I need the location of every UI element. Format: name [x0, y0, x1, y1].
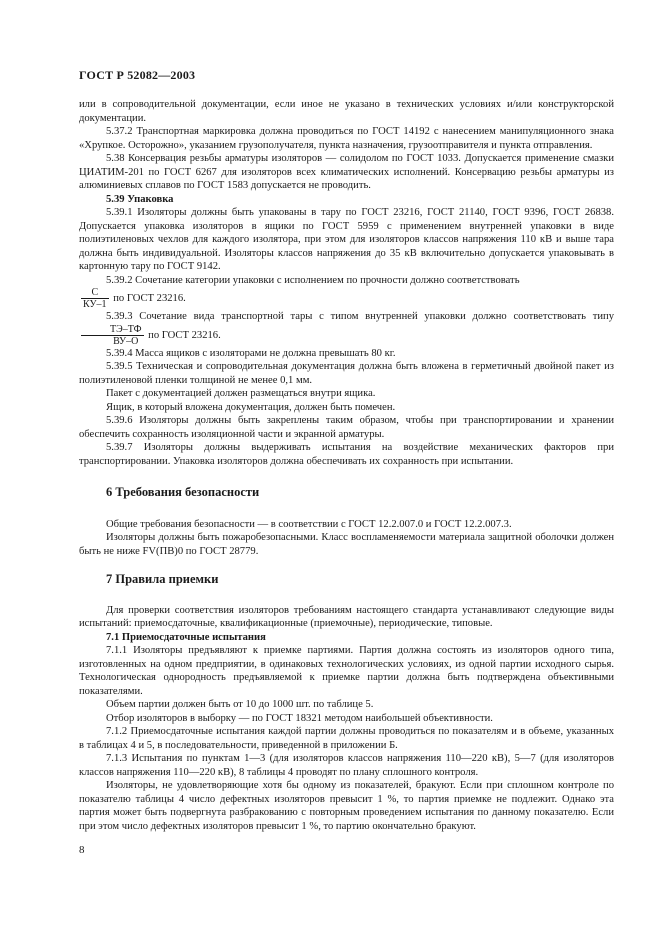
- fraction-c-ku1: [81, 287, 109, 310]
- fraction-tail: по ГОСТ 23216.: [148, 329, 221, 341]
- document-body: [79, 98, 614, 833]
- paragraph-7-1-2: 7.1.2 Приемосдаточные испытания каждой партии должны проводиться по показателям и в объеме, указанных в таблицах 4 и 5, в последовательности, приведенной в приложении Б.: [79, 726, 614, 751]
- fraction-denominator: КУ–1: [83, 299, 107, 310]
- paragraph-7-1-1: 7.1.1 Изоляторы предъявляют к приемке партиями. Партия должна состоять из изоляторов одного типа, изготовленных на одном предприятии, в одинаковых технологических условиях, из одной партии исходного сырья. Технологическая однородность предъявляемой к приемке партии должна быть подтверждена объективными показателями.: [79, 645, 614, 697]
- fraction-denominator: ВУ–О: [113, 335, 139, 347]
- paragraph-7-1-3: 7.1.3 Испытания по пунктам 1—3 (для изоляторов классов напряжения 110—220 кВ), 5—7 (для изоляторов классов напряжения 110—220 кВ), 8 таблицы 4 проводят по плану сплошного контроля.: [79, 753, 614, 778]
- paragraph-5-39-3: [79, 310, 614, 347]
- paragraph-5-39-1: 5.39.1 Изоляторы должны быть упакованы в тару по ГОСТ 23216, ГОСТ 21140, ГОСТ 9396, ГОСТ 26838. Допускается упаковка изоляторов в ящики по ГОСТ 5959 с применением внутренней упаковки в виде полиэтиленовых чехлов для каждого изолятора, при этом для изоляторов классов напряжения 110 кВ и выше тара должна быть индивидуальной. Изоляторы классов напряжения до 35 кВ включительно допускается упаковывать в картонную тару по ГОСТ 9142.: [79, 207, 614, 272]
- document-header: ГОСТ Р 52082—2003: [79, 68, 196, 82]
- paragraph-5-39-4: 5.39.4 Масса ящиков с изоляторами не должна превышать 80 кг.: [106, 347, 396, 359]
- paragraph-5-39-2: 5.39.2 Сочетание категории упаковки с исполнением по прочности должно соответствовать: [106, 274, 520, 286]
- paragraph-package: Пакет с документацией должен размещаться внутри ящика.: [106, 388, 376, 399]
- paragraph-5-39-6: 5.39.6 Изоляторы должны быть закреплены таким образом, чтобы при транспортировании и хранении обеспечить сохранность изоляционной части и экранной арматуры.: [79, 415, 614, 440]
- fraction-line-1: [79, 287, 614, 310]
- paragraph-box: Ящик, в который вложена документация, должен быть помечен.: [106, 401, 396, 413]
- fraction-tail: по ГОСТ 23216.: [113, 292, 186, 304]
- page-number: 8: [79, 844, 85, 856]
- paragraph-6-1: Общие требования безопасности — в соответствии с ГОСТ 12.2.007.0 и ГОСТ 12.2.007.3.: [106, 518, 512, 530]
- paragraph-5-37-2: 5.37.2 Транспортная маркировка должна проводиться по ГОСТ 14192 с нанесением манипуляционного знака «Хрупкое. Осторожно», указанием грузополучателя, пункта назначения, грузоотправителя и пункта отправления.: [79, 126, 614, 151]
- section-heading-6: 6 Требования безопасности: [106, 485, 260, 499]
- fraction-te-tf-vu-o: [81, 324, 144, 347]
- paragraph-5-39-3-text: 5.39.3 Сочетание вида транспортной тары с типом внутренней упаковки должно соответствовать типу: [106, 311, 614, 322]
- heading-7-1: 7.1 Приемосдаточные испытания: [106, 631, 266, 643]
- paragraph-volume: Объем партии должен быть от 10 до 1000 шт. по таблице 5.: [106, 699, 374, 710]
- paragraph-5-39-7: 5.39.7 Изоляторы должны выдерживать испытания на воздействие механических факторов при транспортировании. Упаковка изоляторов должна обеспечивать их сохранность при испытании.: [79, 442, 614, 467]
- fraction-numerator: С: [81, 287, 109, 299]
- section-heading-7: 7 Правила приемки: [106, 572, 219, 586]
- paragraph-6-2: Изоляторы должны быть пожаробезопасными. Класс воспламеняемости материала защитной оболочки должен быть не ниже FV(ПВ)0 по ГОСТ 28779.: [79, 532, 614, 557]
- paragraph-rejection: Изоляторы, не удовлетворяющие хотя бы одному из показателей, бракуют. Если при сплошном контроле по показателю таблицы 4 число дефектных изоляторов превысит 1 %, то партия приемке не подлежит. Однако эта партия может быть подвергнута разбракованию с повторным проведением испытания по данному показателю. Если при этом число дефектных изоляторов превысит 1 %, то партию окончательно бракуют.: [79, 780, 614, 832]
- paragraph-7-intro: Для проверки соответствия изоляторов требованиям настоящего стандарта устанавливают следующие виды испытаний: приемосдаточные, квалификационные (приемочные), периодические, типовые.: [79, 604, 614, 629]
- paragraph-continuation: или в сопроводительной документации, если иное не указано в технических условиях и/или конструкторской документации.: [79, 99, 614, 124]
- paragraph-5-39-5: 5.39.5 Техническая и сопроводительная документация должна быть вложена в герметичный двойной пакет из полиэтиленовой пленки толщиной не менее 0,1 мм.: [79, 361, 614, 386]
- paragraph-selection: Отбор изоляторов в выборку — по ГОСТ 18321 методом наибольшей объективности.: [106, 712, 493, 724]
- paragraph-5-38: 5.38 Консервация резьбы арматуры изоляторов — солидолом по ГОСТ 1033. Допускается применение смазки ЦИАТИМ-201 по ГОСТ 6267 для изоляторов всех климатических исполнений. Консервацию резьбы арматуры из алюминиевых сплавов по ГОСТ 1583 допускается не проводить.: [79, 153, 614, 191]
- heading-5-39: 5.39 Упаковка: [106, 193, 174, 205]
- fraction-numerator: ТЭ–ТФ: [81, 324, 144, 336]
